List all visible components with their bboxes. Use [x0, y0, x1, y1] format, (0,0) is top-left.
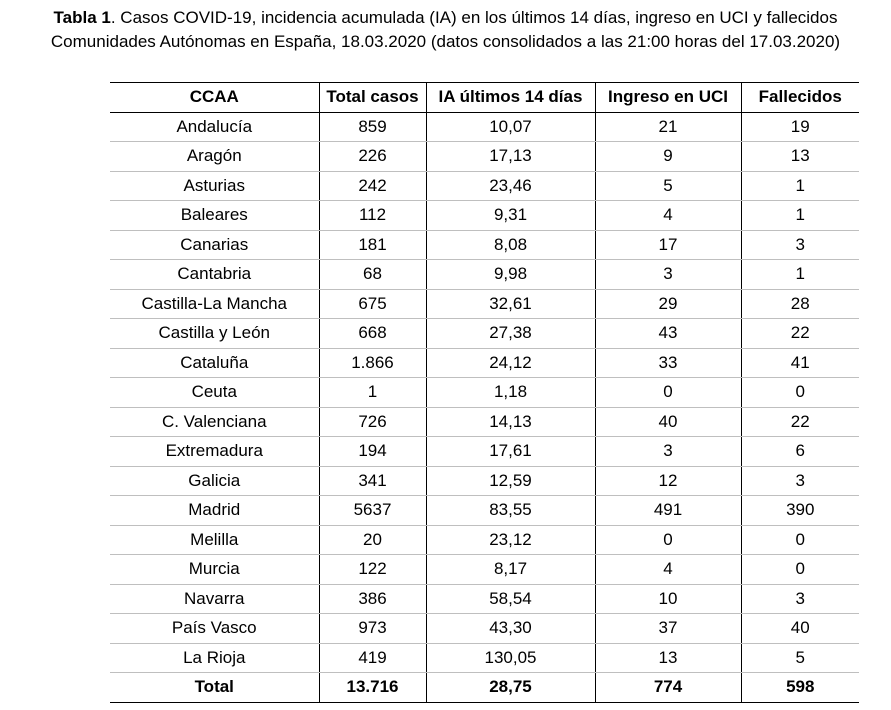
cell-uci: 4 [595, 201, 741, 231]
table-row [110, 230, 859, 260]
cell-total-casos: 242 [319, 171, 426, 201]
cell-ia: 14,13 [426, 407, 595, 437]
table-row [110, 555, 859, 585]
cell-uci: 29 [595, 289, 741, 319]
cell-uci: 3 [595, 437, 741, 467]
cell-uci: 40 [595, 407, 741, 437]
cell-fallecidos: 1 [741, 171, 859, 201]
cell-ia: 17,61 [426, 437, 595, 467]
table-body [110, 112, 859, 673]
cell-ccaa: Melilla [110, 525, 319, 555]
cell-uci: 0 [595, 525, 741, 555]
cell-fallecidos: 0 [741, 525, 859, 555]
cell-fallecidos: 40 [741, 614, 859, 644]
cell-ccaa: La Rioja [110, 643, 319, 673]
cell-ia: 23,12 [426, 525, 595, 555]
table-row [110, 201, 859, 231]
cell-total-casos: 5637 [319, 496, 426, 526]
cell-ccaa: Cataluña [110, 348, 319, 378]
cell-fallecidos: 390 [741, 496, 859, 526]
header-total-casos: Total casos [319, 83, 426, 113]
table-row [110, 171, 859, 201]
header-ccaa: CCAA [110, 83, 319, 113]
cell-ccaa: País Vasco [110, 614, 319, 644]
caption-text: . Casos COVID-19, incidencia acumulada (IA) en los últimos 14 días, ingreso en UCI y fallecidos [110, 8, 838, 27]
cell-ia: 58,54 [426, 584, 595, 614]
cell-ia: 8,08 [426, 230, 595, 260]
cell-uci: 13 [595, 643, 741, 673]
header-ia-14-dias: IA últimos 14 días [426, 83, 595, 113]
cell-ccaa: Cantabria [110, 260, 319, 290]
cell-total-casos: 226 [319, 142, 426, 172]
cell-uci: 491 [595, 496, 741, 526]
cell-ccaa: Ceuta [110, 378, 319, 408]
cell-uci: 21 [595, 112, 741, 142]
table-row [110, 496, 859, 526]
table-row [110, 260, 859, 290]
cell-total-casos: 181 [319, 230, 426, 260]
table-row [110, 289, 859, 319]
cell-uci: 37 [595, 614, 741, 644]
cell-fallecidos: 6 [741, 437, 859, 467]
cell-total-casos: 1.866 [319, 348, 426, 378]
cell-fallecidos: 1 [741, 260, 859, 290]
cell-fallecidos: 1 [741, 201, 859, 231]
cell-fallecidos: 28 [741, 289, 859, 319]
cell-ccaa: Andalucía [110, 112, 319, 142]
cell-ccaa: Aragón [110, 142, 319, 172]
cell-total-casos: 194 [319, 437, 426, 467]
cell-total-casos: 973 [319, 614, 426, 644]
cell-ccaa: Navarra [110, 584, 319, 614]
cell-fallecidos: 0 [741, 555, 859, 585]
cell-ccaa: Asturias [110, 171, 319, 201]
cell-ccaa: Castilla-La Mancha [110, 289, 319, 319]
cell-total-casos: 1 [319, 378, 426, 408]
cell-total-casos: 668 [319, 319, 426, 349]
cell-ccaa: Extremadura [110, 437, 319, 467]
cell-ccaa: Castilla y León [110, 319, 319, 349]
cell-total-casos: 675 [319, 289, 426, 319]
cell-uci: 4 [595, 555, 741, 585]
cell-ia: 83,55 [426, 496, 595, 526]
cell-ccaa: Canarias [110, 230, 319, 260]
cell-ia: 27,38 [426, 319, 595, 349]
cell-total-casos: 859 [319, 112, 426, 142]
cell-ccaa: Galicia [110, 466, 319, 496]
header-fallecidos: Fallecidos [741, 83, 859, 113]
cell-fallecidos: 5 [741, 643, 859, 673]
cell-ia: 130,05 [426, 643, 595, 673]
total-uci: 774 [595, 673, 741, 703]
covid-cases-table [110, 82, 859, 703]
cell-total-casos: 68 [319, 260, 426, 290]
cell-uci: 12 [595, 466, 741, 496]
total-ia: 28,75 [426, 673, 595, 703]
table-row [110, 407, 859, 437]
table-row [110, 112, 859, 142]
cell-ia: 17,13 [426, 142, 595, 172]
cell-uci: 9 [595, 142, 741, 172]
cell-ia: 32,61 [426, 289, 595, 319]
cell-fallecidos: 3 [741, 230, 859, 260]
cell-uci: 43 [595, 319, 741, 349]
cell-fallecidos: 0 [741, 378, 859, 408]
cell-total-casos: 20 [319, 525, 426, 555]
cell-uci: 17 [595, 230, 741, 260]
total-casos: 13.716 [319, 673, 426, 703]
cell-total-casos: 419 [319, 643, 426, 673]
header-row [110, 83, 859, 113]
caption-line-2: Comunidades Autónomas en España, 18.03.2020 (datos consolidados a las 21:00 horas del 17.03.2020) [50, 32, 841, 51]
cell-uci: 0 [595, 378, 741, 408]
table-row [110, 466, 859, 496]
cell-total-casos: 726 [319, 407, 426, 437]
cell-fallecidos: 41 [741, 348, 859, 378]
cell-total-casos: 386 [319, 584, 426, 614]
cell-ccaa: Murcia [110, 555, 319, 585]
table-row [110, 319, 859, 349]
caption-label: Tabla 1 [53, 8, 111, 27]
cell-fallecidos: 3 [741, 584, 859, 614]
table-header [110, 83, 859, 113]
cell-ia: 1,18 [426, 378, 595, 408]
cell-ccaa: Madrid [110, 496, 319, 526]
cell-uci: 3 [595, 260, 741, 290]
table-row [110, 584, 859, 614]
cell-ia: 43,30 [426, 614, 595, 644]
cell-ia: 9,31 [426, 201, 595, 231]
table-row [110, 614, 859, 644]
cell-ia: 10,07 [426, 112, 595, 142]
total-label: Total [110, 673, 319, 703]
cell-fallecidos: 19 [741, 112, 859, 142]
cell-ia: 9,98 [426, 260, 595, 290]
cell-ia: 8,17 [426, 555, 595, 585]
cell-total-casos: 122 [319, 555, 426, 585]
table-row [110, 437, 859, 467]
cell-fallecidos: 22 [741, 407, 859, 437]
cell-ccaa: Baleares [110, 201, 319, 231]
cell-fallecidos: 3 [741, 466, 859, 496]
header-ingreso-uci: Ingreso en UCI [595, 83, 741, 113]
cell-uci: 5 [595, 171, 741, 201]
caption-line-1 [0, 6, 891, 30]
table-row [110, 525, 859, 555]
cell-uci: 10 [595, 584, 741, 614]
total-row [110, 673, 859, 703]
total-fallecidos: 598 [741, 673, 859, 703]
cell-uci: 33 [595, 348, 741, 378]
cell-ia: 24,12 [426, 348, 595, 378]
table-caption [0, 6, 891, 54]
cell-total-casos: 112 [319, 201, 426, 231]
table-row [110, 348, 859, 378]
table-footer [110, 673, 859, 703]
cell-ia: 12,59 [426, 466, 595, 496]
table-row [110, 142, 859, 172]
cell-fallecidos: 22 [741, 319, 859, 349]
cell-total-casos: 341 [319, 466, 426, 496]
cell-fallecidos: 13 [741, 142, 859, 172]
table-row [110, 378, 859, 408]
cell-ia: 23,46 [426, 171, 595, 201]
table-row [110, 643, 859, 673]
cell-ccaa: C. Valenciana [110, 407, 319, 437]
